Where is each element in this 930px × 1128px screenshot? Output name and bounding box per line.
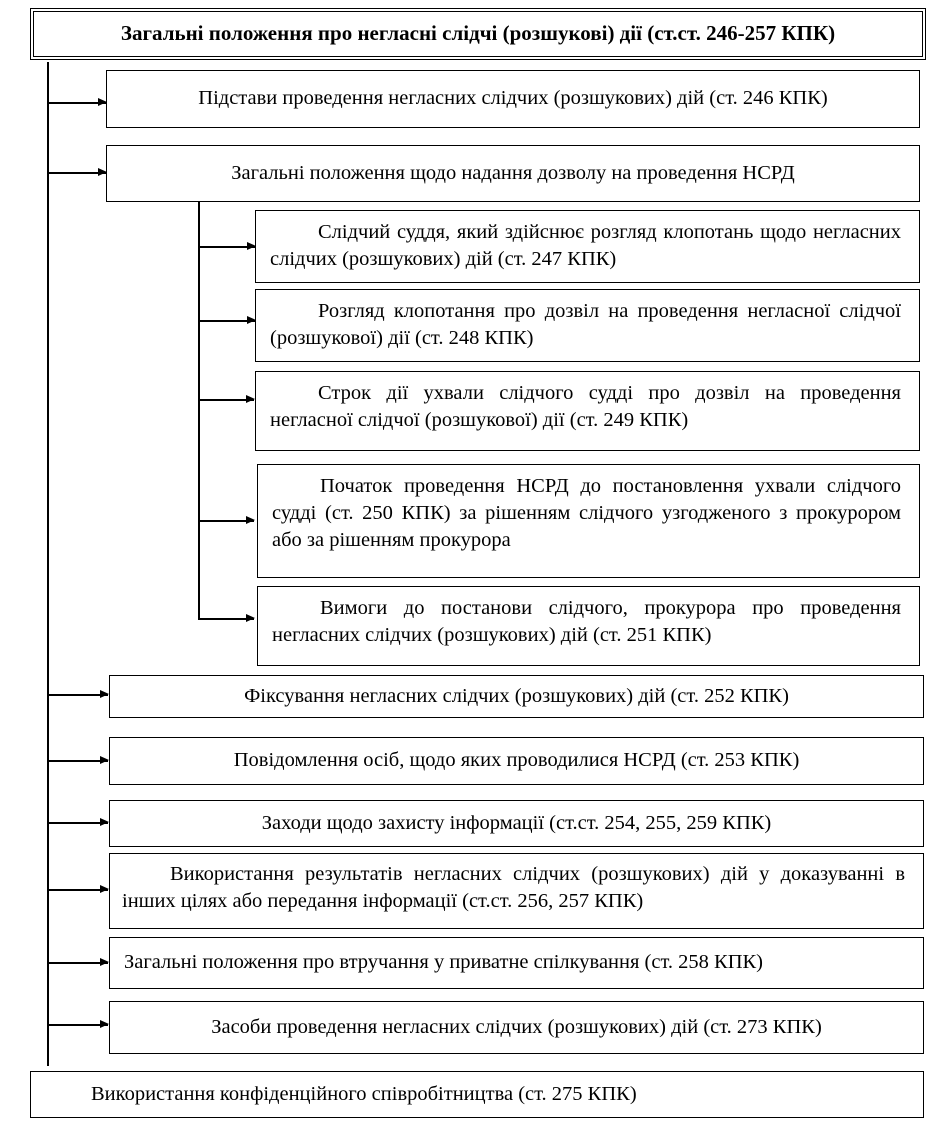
box-sub-judge bbox=[255, 210, 920, 283]
text-protection: Заходи щодо захисту інформації (ст.ст. 254, 255, 259 КПК) bbox=[261, 811, 772, 834]
box-sub-requirements bbox=[257, 586, 920, 666]
arrow-grounds bbox=[48, 102, 106, 104]
box-sub-start bbox=[257, 464, 920, 578]
text-usage: Використання результатів негласних слідчих (розшукових) дій у доказуванні в інших цілях або передання інформації (ст.ст. 256, 257 КПК) bbox=[122, 863, 905, 913]
arrow-permission bbox=[48, 172, 106, 174]
text-notification: Повідомлення осіб, щодо яких проводилися НСРД (ст. 253 КПК) bbox=[233, 749, 800, 772]
box-protection bbox=[109, 800, 924, 847]
box-sub-motion bbox=[255, 289, 920, 362]
diagram-title-box bbox=[30, 8, 926, 60]
box-sub-term bbox=[255, 371, 920, 451]
box-confidential bbox=[30, 1071, 924, 1118]
text-recording: Фіксування негласних слідчих (розшукових) дій (ст. 252 КПК) bbox=[244, 684, 789, 707]
text-confidential: Використання конфіденційного співробітництва (ст. 275 КПК) bbox=[91, 1082, 637, 1105]
box-means bbox=[109, 1001, 924, 1054]
text-sub-judge: Слідчий суддя, який здійснює розгляд клопотань щодо негласних слідчих (розшукових) дій (ст. 247 КПК) bbox=[270, 221, 901, 271]
text-sub-term: Строк дії ухвали слідчого судді про дозвіл на проведення негласної слідчої (розшукової) дії (ст. 249 КПК) bbox=[270, 382, 901, 432]
box-usage bbox=[109, 853, 924, 929]
arrow-protection bbox=[48, 822, 108, 824]
arrow-sub-term bbox=[199, 399, 254, 401]
box-recording bbox=[109, 675, 924, 718]
sub-connector-line bbox=[198, 202, 200, 620]
arrow-usage bbox=[48, 889, 108, 891]
main-connector-line bbox=[47, 62, 49, 1066]
diagram-title: Загальні положення про негласні слідчі (розшукові) дії (ст.ст. 246-257 КПК) bbox=[120, 21, 836, 46]
box-notification bbox=[109, 737, 924, 785]
text-permission: Загальні положення щодо надання дозволу на проведення НСРД bbox=[231, 161, 795, 184]
box-permission bbox=[106, 145, 920, 202]
text-interference: Загальні положення про втручання у приватне спілкування (ст. 258 КПК) bbox=[124, 951, 764, 974]
arrow-sub-start bbox=[199, 520, 254, 522]
arrow-sub-motion bbox=[199, 320, 255, 322]
text-means: Засоби проведення негласних слідчих (розшукових) дій (ст. 273 КПК) bbox=[211, 1015, 822, 1038]
box-interference bbox=[109, 937, 924, 989]
arrow-sub-requirements bbox=[199, 618, 254, 620]
text-sub-requirements: Вимоги до постанови слідчого, прокурора про проведення негласних слідчих (розшукових) дій (ст. 251 КПК) bbox=[272, 597, 901, 647]
box-grounds bbox=[106, 70, 920, 128]
arrow-sub-judge bbox=[199, 246, 255, 248]
text-grounds: Підстави проведення негласних слідчих (розшукових) дій (ст. 246 КПК) bbox=[198, 87, 828, 110]
text-sub-motion: Розгляд клопотання про дозвіл на проведення негласної слідчої (розшукової) дії (ст. 248 КПК) bbox=[270, 300, 901, 350]
arrow-recording bbox=[48, 694, 108, 696]
text-sub-start: Початок проведення НСРД до постановлення ухвали слідчого судді (ст. 250 КПК) за рішенням слідчого узгодженого з прокурором або за рішенням прокурора bbox=[272, 475, 901, 552]
arrow-means bbox=[48, 1024, 108, 1026]
arrow-notification bbox=[48, 760, 108, 762]
arrow-interference bbox=[48, 962, 108, 964]
